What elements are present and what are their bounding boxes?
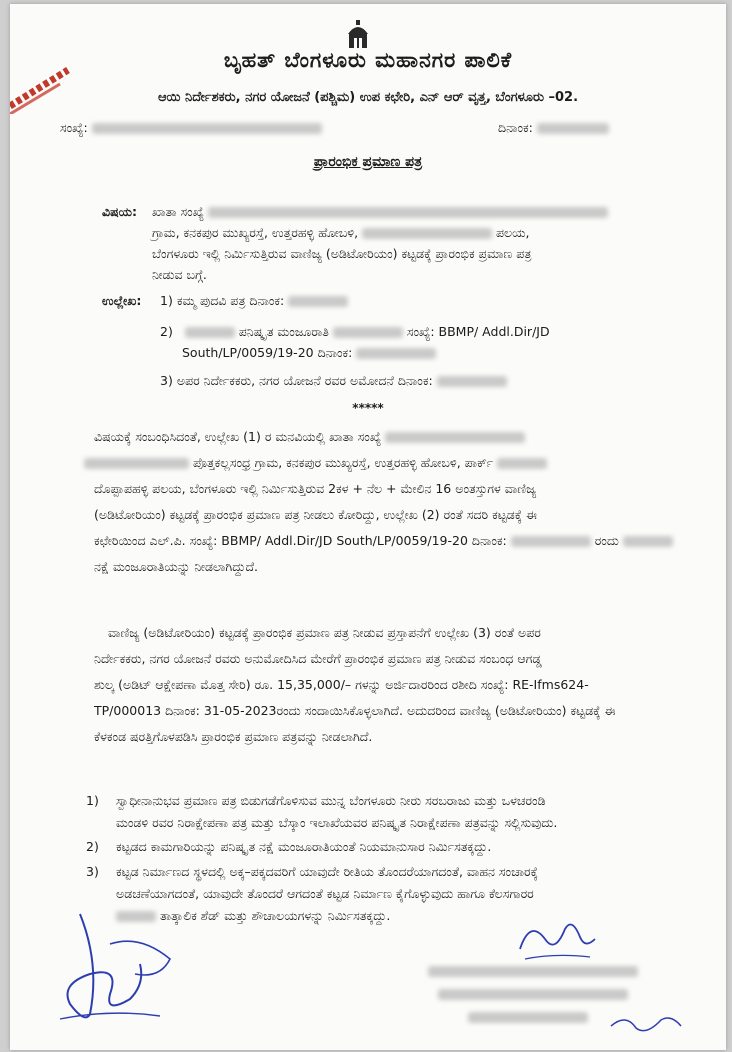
signatory-block-redacted [428,966,638,1023]
reference-date [498,120,609,136]
references-label: ಉಲ್ಲೇಖ: [102,293,142,308]
condition-item: 2) ಕಟ್ಟಡದ ಕಾಮಗಾರಿಯನ್ನು ಪನಿಷ್ಕೃತ ನಕ್ಷೆ ಮಂಜೂರಾತಿಯಂತೆ ನಿಯಮಾನುಸಾರ ನಿರ್ಮಿಸತಕ್ಕದ್ದು. [86,839,492,854]
reference-item: 3) ಅಪರ ನಿರ್ದೇಕಕರು, ನಗರ ಯೋಜನೆ ರವರ ಅಮೋದನೆ ದಿನಾಂಕ: [160,370,507,391]
paragraph-body: ವಾಣಿಜ್ಯ (ಅಡಿಟೋರಿಯಂ) ಕಟ್ಟಡಕ್ಕೆ ಪ್ರಾರಂಭಿಕ ಪ್ರಮಾಣ ಪತ್ರ ನೀಡುವ ಪ್ರಸ್ತಾಪನೆಗೆ ಉಲ್ಲೇಖ (3) ರಂತೆ ಅಪರ ನಿರ್ದೇಕಕರು, ನಗರ ಯೋಜನೆ ರವರು ಅನುಮೋದಿಸಿದ ಮೇರೆಗೆ ಪ್ರಾರಂಭಿಕ ಪ್ರಮಾಣ ಪತ್ರ ನೀಡುವ ಸಂಬಂಧ ಆಗಡ್ಡ ಶುಲ್ಕ (ಅಡಿಟ್ ಆಕ್ಷೇಪಣಾ ಮೊತ್ತ ಸೇರಿ) ರೂ. 15,35,000/– ಗಳನ್ನು ಅರ್ಜಿದಾರರಿಂದ ರಶೀದಿ ಸಂಖ್ಯೆ: RE-Ifms624- TP/000013 ದಿನಾಂಕ: 31-05-2023ರಂದು ಸಂದಾಯಿಸಿಕೊಳ್ಳಲಾಗಿದೆ. ಅದುದರಿಂದ ವಾಣಿಜ್ಯ (ಅಡಿಟೋರಿಯಂ) ಕಟ್ಟಡಕ್ಕೆ ಈ ಕೆಳಕಂಡ ಷರತ್ತಿಗೊಳಪಡಿಸಿ ಪ್ರಾರಂಭಿಕ ಪ್ರಮಾಣ ಪತ್ರವನ್ನು ನೀಡಲಾಗಿದೆ. [94,625,616,744]
signature-left [50,904,190,1034]
condition-item: 3) ಕಟ್ಟಡ ನಿರ್ಮಾಣದ ಸ್ಥಳದಲ್ಲಿ ಅಕ್ಕ–ಪಕ್ಕದವರಿಗೆ ಯಾವುದೇ ರೀತಿಯ ತೊಂದರೆಯಾಗದಂತೆ, ವಾಹನ ಸಂಚಾರಕ್ಕೆ ಅಡಚಣೆಯಾಗದಂತೆ, ಯಾವುದೇ ತೊಂದರೆ ಆಗದಂತೆ ಕಟ್ಟಡ ನಿರ್ಮಾಣ ಕೈಗೊಳ್ಳುವುದು ಹಾಗೂ ಕೆಲಸಗಾರರ ತಾತ್ಕಾಲಿಕ ಶೆಡ್ ಮತ್ತು ಶೌಚಾಲಯಗಳನ್ನು ನಿರ್ಮಿಸತಕ್ಕದ್ದು. [86,864,538,923]
signature-right [510,909,600,969]
document-page [10,4,726,1050]
section-separator: ***** [352,401,384,415]
subject-text: ಖಾತಾ ಸಂಖ್ಯೆ ಗ್ರಾಮ, ಕನಕಪುರ ಮುಖ್ಯರಸ್ತೆ, ಉತ್ತರಹಳ್ಳಿ ಹೋಬಳಿ, ಪಲಯ, ಬೆಂಗಳೂರು ಇಲ್ಲಿ ನಿರ್ಮಿಸುತ್ತಿರುವ ವಾಣಿಜ್ಯ (ಅಡಿಟೋರಿಯಂ) ಕಟ್ಟಡಕ್ಕೆ ಪ್ರಾರಂಭಿಕ ಪ್ರಮಾಣ ಪತ್ರ ನೀಡುವ ಬಗ್ಗೆ. [152,201,608,285]
reference-number [60,120,322,136]
condition-item: 1) ಸ್ವಾಧೀನಾನುಭವ ಪ್ರಮಾಣ ಪತ್ರ ಬಿಡುಗಡೆಗೊಳಿಸುವ ಮುನ್ನ ಬೆಂಗಳೂರು ನೀರು ಸರಬರಾಜು ಮತ್ತು ಒಳಚರಂಡಿ ಮಂಡಳಿ ರವರ ನಿರಾಕ್ಷೇಪಣಾ ಪತ್ರ ಮತ್ತು ಬೆಸ್ಕಾಂ ಇಲಾಖೆಯವರ ಪನಿಷ್ಕೃತ ನಿರಾಕ್ಷೇಪಣಾ ಪತ್ರವನ್ನು ಸಲ್ಲಿಸುವುದು. [86,793,558,830]
subject-label: ವಿಷಯ: [102,204,137,219]
reference-item: 2) ಪನಿಷ್ಕೃತ ಮಂಜೂರಾತಿ ಸಂಖ್ಯೆ: BBMP/ Addl.Dir/JD South/LP/0059/19-20 ದಿನಾಂಕ: [160,324,550,360]
emblem-icon [346,20,370,50]
reference-date-label: ದಿನಾಂಕ: [498,120,533,135]
reference-number-label: ಸಂಖ್ಯೆ: [60,120,88,135]
certificate-title: ಪ್ರಾರಂಭಿಕ ಪ್ರಮಾಣ ಪತ್ರ [313,154,423,170]
redacted-date [537,123,609,134]
organization-name: ಬೃಹತ್ ಬೆಂಗಳೂರು ಮಹಾನಗರ ಪಾಲಿಕೆ [223,48,513,72]
office-address: ಆಯಿ ನಿರ್ದೇಶಕರು, ನಗರ ಯೋಜನೆ (ಪಶ್ಚಿಮ) ಉಪ ಕಛೇರಿ, ಎನ್ ಆರ್ ವೃತ್ತ, ಬೆಂಗಳೂರು –02. [157,90,579,105]
paragraph-body: ವಿಷಯಕ್ಕೆ ಸಂಬಂಧಿಸಿದಂತೆ, ಉಲ್ಲೇಖ (1) ರ ಮನವಿಯಲ್ಲಿ ಖಾತಾ ಸಂಖ್ಯೆ ಪೊತ್ತಕಲ್ಲಸಂಧ್ರ ಗ್ರಾಮ, ಕನಕಪುರ ಮುಖ್ಯರಸ್ತೆ, ಉತ್ತರಹಳ್ಳಿ ಹೋಬಳಿ, ಪಾರ್ಕ್ ದೊಪ್ಪಾಪಹಳ್ಳಿ ಪಲಯ, ಬೆಂಗಳೂರು ಇಲ್ಲಿ ನಿರ್ಮಿಸುತ್ತಿರುವ 2ಕಳ + ನೆಲ + ಮೇಲಿನ 16 ಅಂತಸ್ತುಗಳ ವಾಣಿಜ್ಯ (ಅಡಿಟೋರಿಯಂ) ಕಟ್ಟಡಕ್ಕೆ ಪ್ರಾರಂಭಿಕ ಪ್ರಮಾಣ ಪತ್ರ ನೀಡಲು ಕೋರಿದ್ದು, ಉಲ್ಲೇಖ (2) ರಂತೆ ಸದರಿ ಕಟ್ಟಡಕ್ಕೆ ಈ ಕಛೇರಿಯಿಂದ ಎಲ್.ಪಿ. ಸಂಖ್ಯೆ: BBMP/ Addl.Dir/JD South/LP/0059/19-20 ದಿನಾಂಕ: ರಂದು ನಕ್ಷೆ ಮಂಜೂರಾತಿಯನ್ನು ನೀಡಲಾಗಿದ್ದುದೆ. [94,424,673,580]
reference-item: 1) ಕಮ್ಮ ಪುದವಿ ಪತ್ರ ದಿನಾಂಕ: [160,290,348,311]
redacted-reference-number [92,123,322,134]
